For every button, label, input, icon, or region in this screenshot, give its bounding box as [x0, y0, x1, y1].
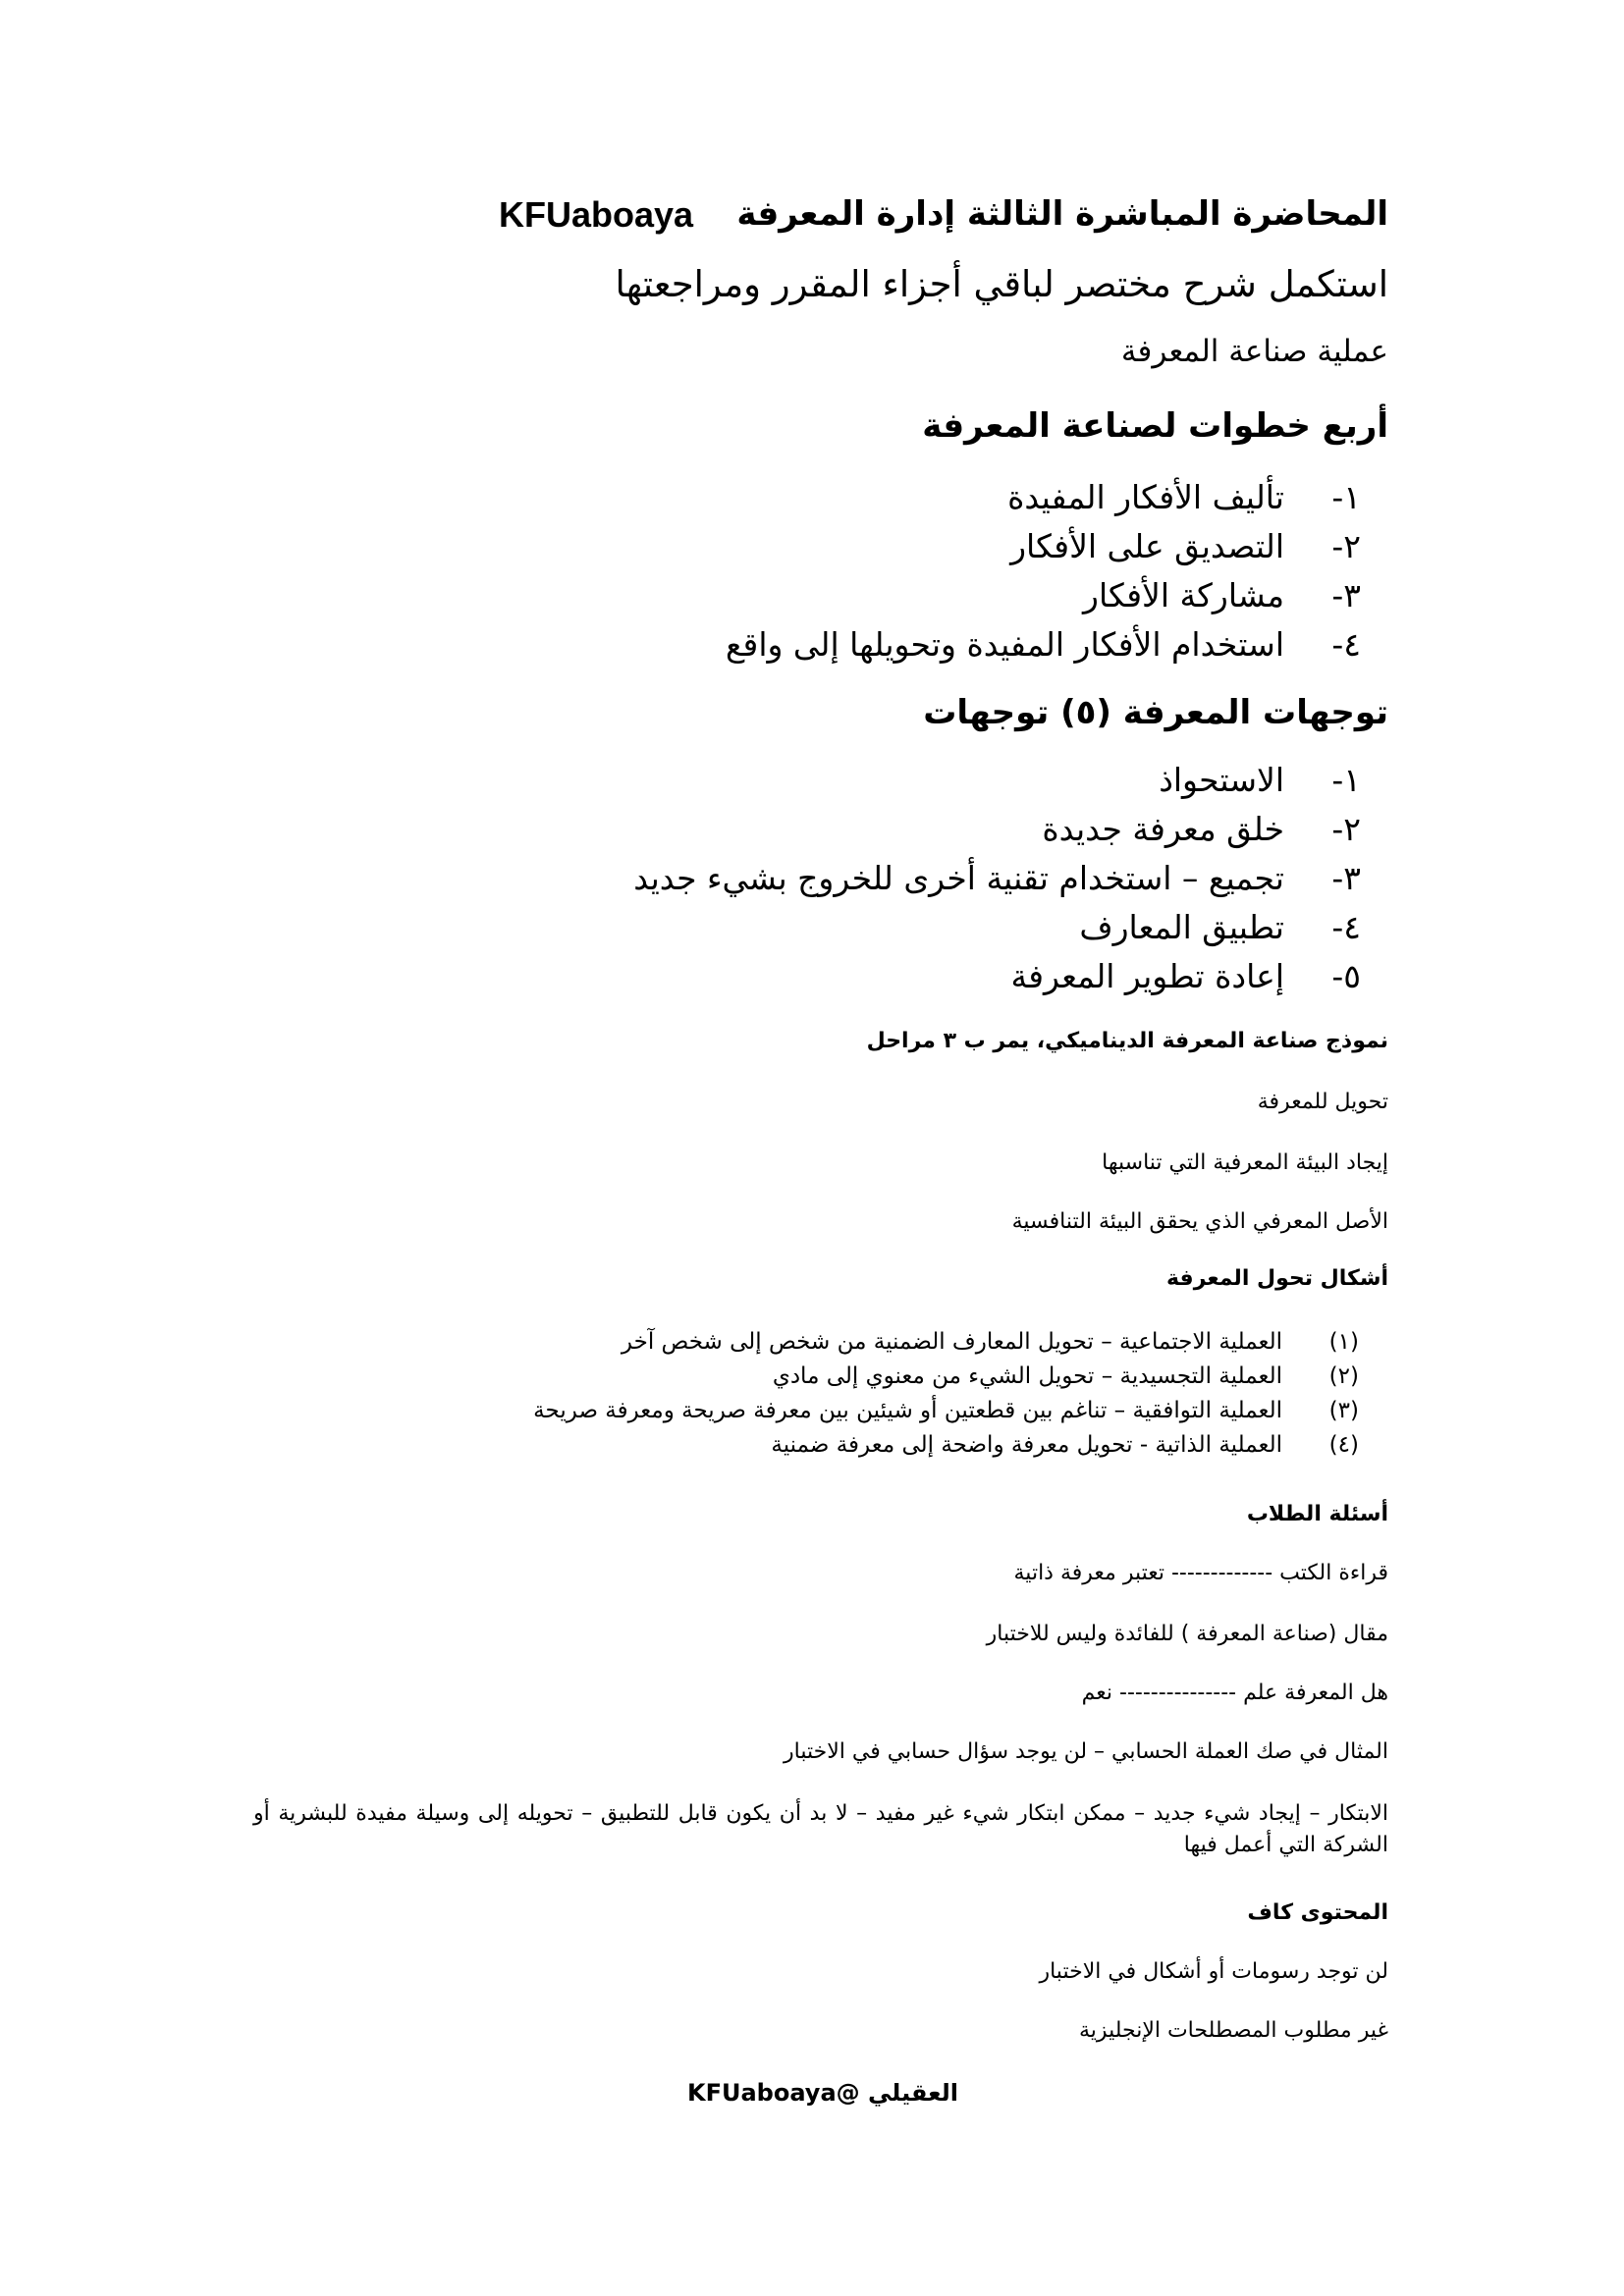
intro-line: استكمل شرح مختصر لباقي أجزاء المقرر ومراجعتها — [615, 263, 1388, 305]
list-item: (٣) العملية التوافقية – تناغم بين قطعتين أو شيئين بين معرفة صريحة ومعرفة صريحة — [533, 1398, 1359, 1423]
list-item: ٥- إعادة تطوير المعرفة — [1010, 957, 1361, 995]
question-line: هل المعرفة علم --------------- نعم — [1081, 1681, 1388, 1705]
dynamic-model-line: الأصل المعرفي الذي يحقق البيئة التنافسية — [1011, 1209, 1388, 1234]
dynamic-model-heading: نموذج صناعة المعرفة الديناميكي، يمر ب ٣ مراحل — [866, 1029, 1388, 1053]
question-line: قراءة الكتب ------------- تعتبر معرفة ذاتية — [1013, 1561, 1388, 1585]
list-item: (٤) العملية الذاتية - تحويل معرفة واضحة إلى معرفة ضمنية — [771, 1432, 1359, 1458]
transformation-list — [533, 1325, 1359, 1463]
question-line: مقال (صناعة المعرفة ) للفائدة وليس للاختبار — [986, 1622, 1388, 1646]
steps-list — [726, 473, 1361, 669]
process-subheading: عملية صناعة المعرفة — [1120, 334, 1388, 369]
steps-heading: أربع خطوات لصناعة المعرفة — [922, 406, 1388, 446]
content-line: غير مطلوب المصطلحات الإنجليزية — [1079, 2018, 1388, 2043]
list-item: ١- تأليف الأفكار المفيدة — [1007, 478, 1361, 516]
content-line: لن توجد رسومات أو أشكال في الاختبار — [1039, 1959, 1388, 1984]
list-item: ٤- استخدام الأفكار المفيدة وتحويلها إلى واقع — [725, 625, 1361, 664]
brand-handle: KFUaboaya — [499, 194, 694, 235]
content-heading: المحتوى كاف — [1247, 1900, 1388, 1925]
footer-signature: العقيلي @KFUaboaya — [687, 2079, 958, 2107]
transformation-heading: أشكال تحول المعرفة — [1165, 1266, 1388, 1291]
dynamic-model-line: تحويل للمعرفة — [1257, 1090, 1388, 1114]
questions-heading: أسئلة الطلاب — [1246, 1502, 1388, 1526]
list-item: ٢- التصديق على الأفكار — [1010, 527, 1361, 565]
list-item: ١- الاستحواذ — [1159, 761, 1361, 799]
dynamic-model-line: إيجاد البيئة المعرفية التي تناسبها — [1102, 1150, 1388, 1175]
page-title: المحاضرة المباشرة الثالثة إدارة المعرفة — [736, 194, 1388, 234]
list-item: (١) العملية الاجتماعية – تحويل المعارف الضمنية من شخص إلى شخص آخر — [621, 1329, 1359, 1355]
list-item: ٣- مشاركة الأفكار — [1083, 576, 1361, 614]
orientations-list — [633, 756, 1361, 1001]
innovation-paragraph: الابتكار – إيجاد شيء جديد – ممكن ابتكار شيء غير مفيد – لا بد أن يكون قابل للتطبيق – تحويله إلى وسيلة مفيدة للبشرية أو الشركة التي أعمل فيها — [253, 1801, 1388, 1857]
list-item: ٢- خلق معرفة جديدة — [1042, 810, 1361, 848]
question-line: المثال في صك العملة الحسابي – لن يوجد سؤال حسابي في الاختبار — [784, 1739, 1388, 1764]
orientations-heading: توجهات المعرفة (٥) توجهات — [923, 693, 1388, 732]
list-item: (٢) العملية التجسيدية – تحويل الشيء من معنوي إلى مادي — [772, 1363, 1359, 1389]
list-item: ٤- تطبيق المعارف — [1079, 908, 1361, 946]
list-item: ٣- تجميع – استخدام تقنية أخرى للخروج بشيء جديد — [633, 859, 1361, 897]
